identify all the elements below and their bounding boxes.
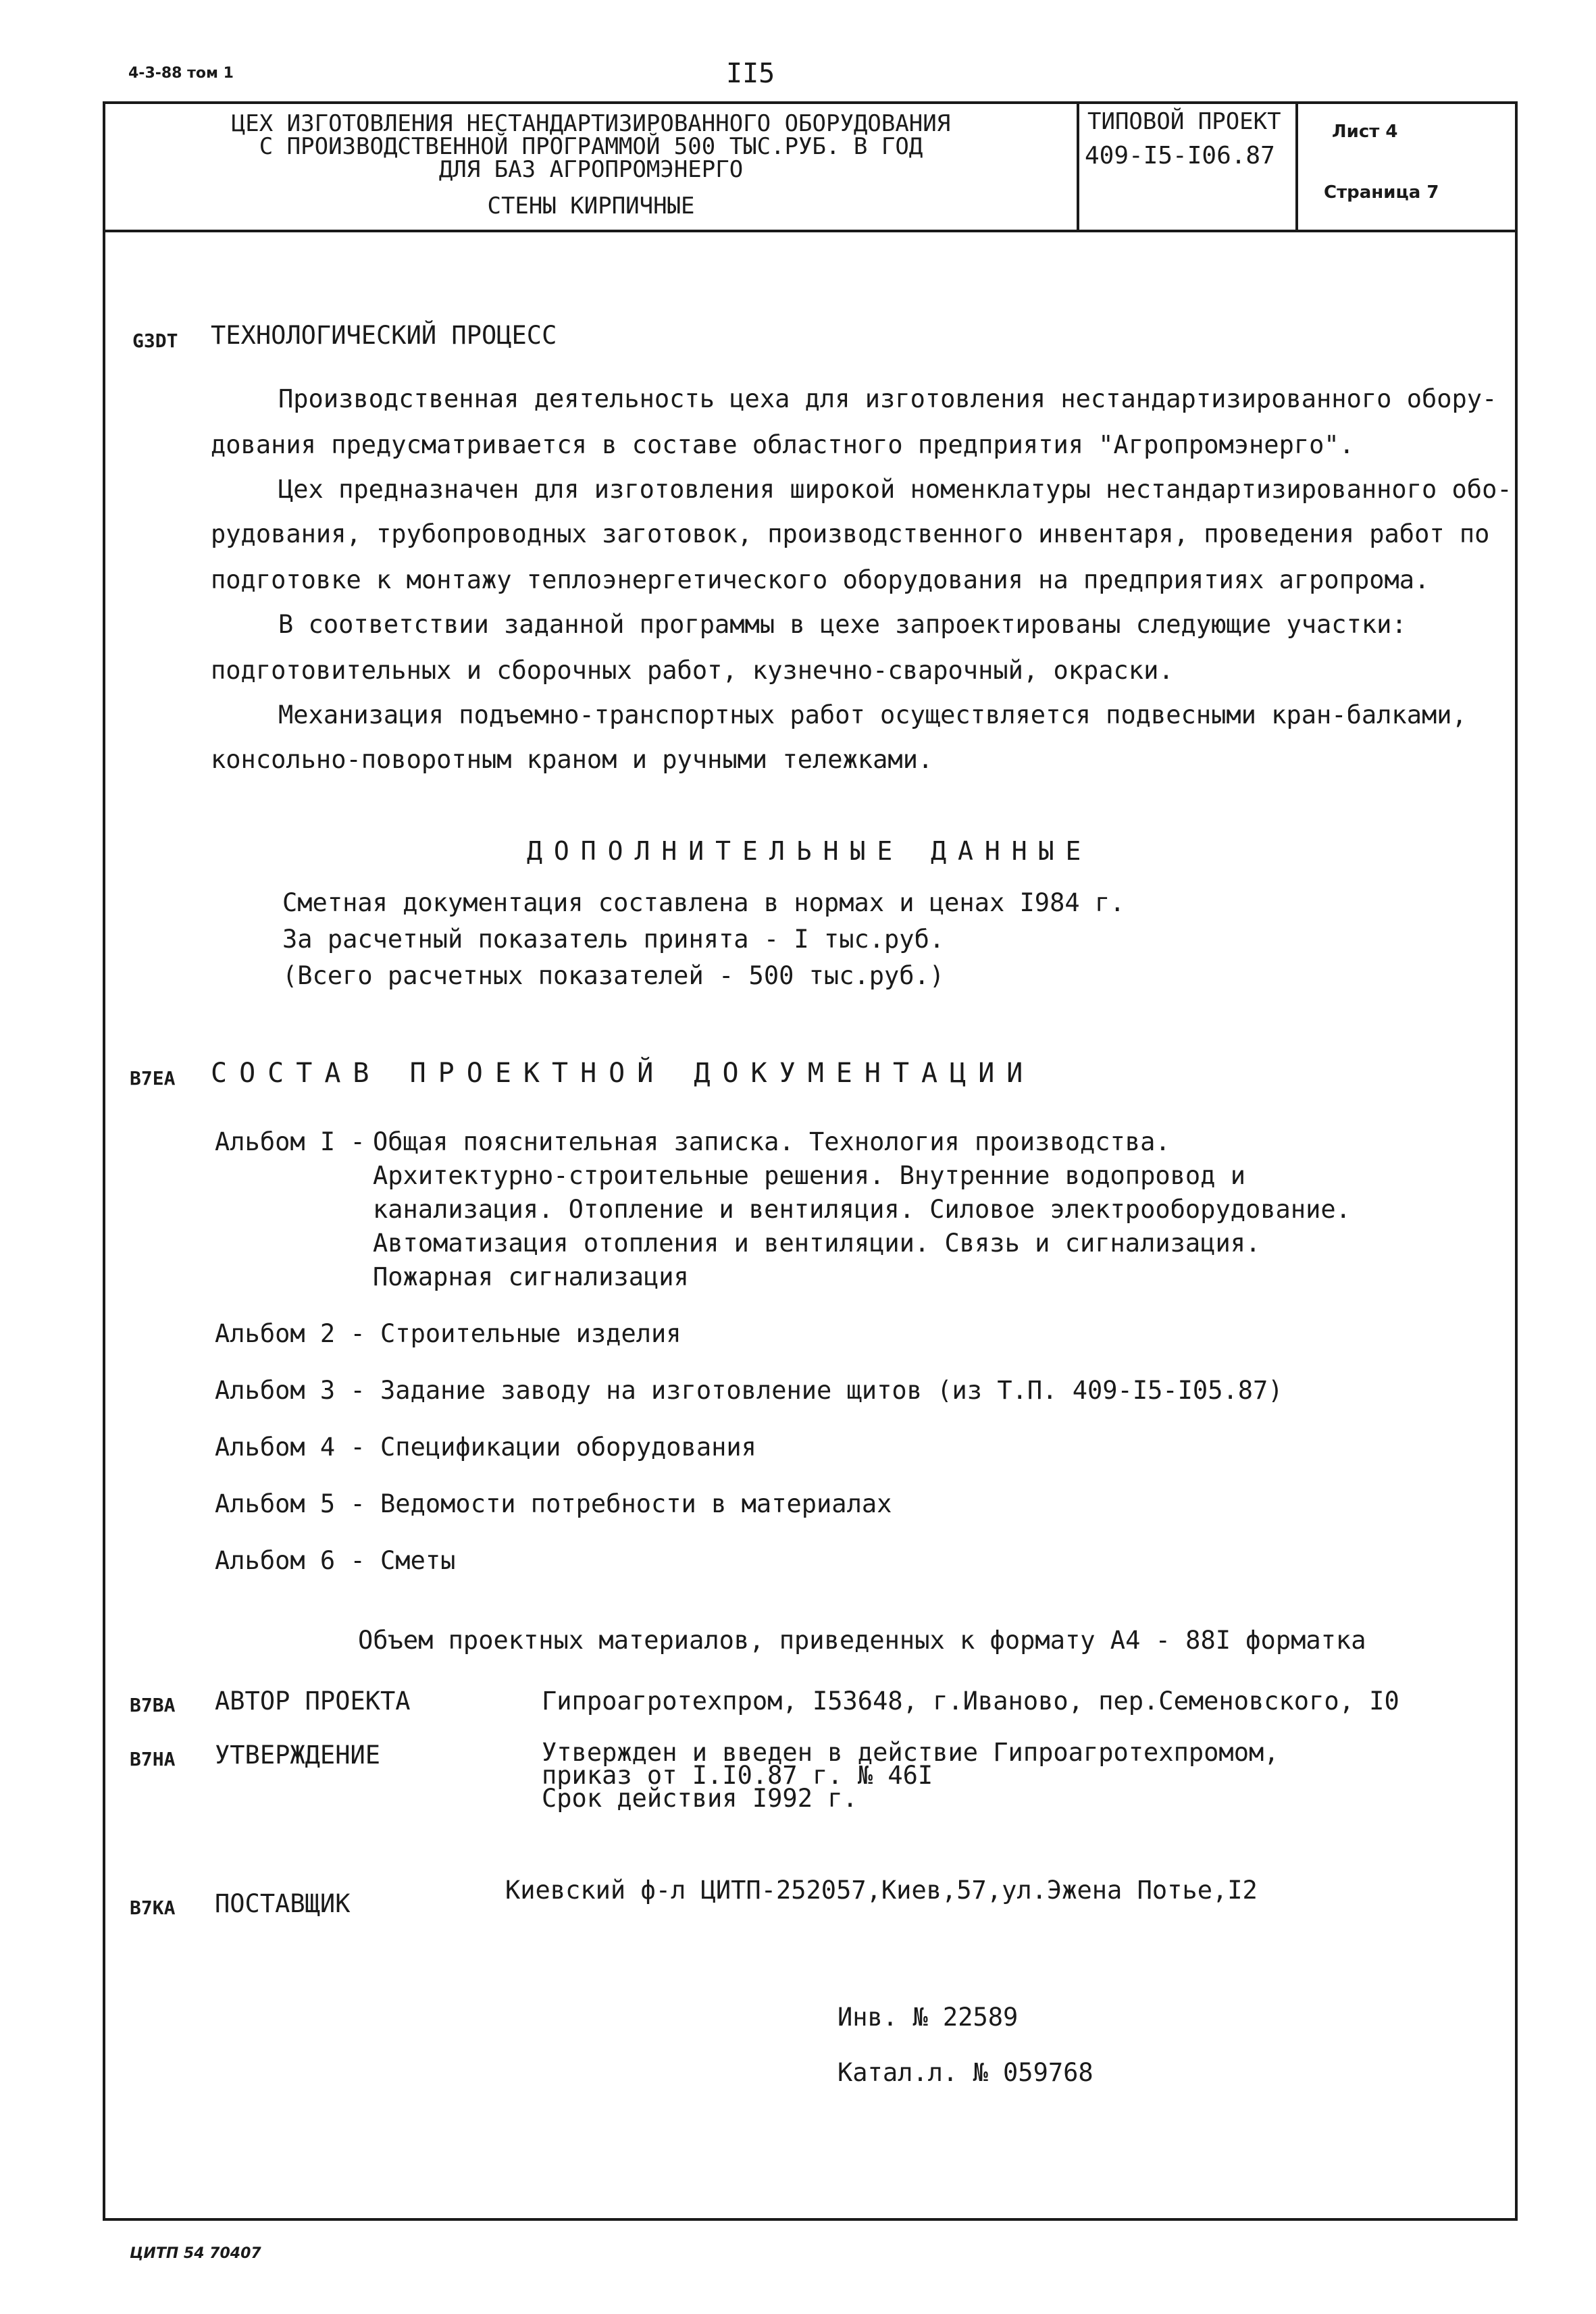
stamp-col-divider-1 [1077,101,1079,231]
album-item: Альбом 4 - Спецификации оборудования [215,1433,756,1462]
data-line: За расчетный показатель принята - I тыс.руб. [282,925,945,954]
inventory-number: Инв. № 22589 [838,2003,1019,2032]
section-code: G3DT [132,330,178,352]
paragraph-line: консольно-поворотным краном и ручными тележками. [211,745,933,774]
author-code: B7BA [130,1694,176,1716]
stamp-title-line: ДЛЯ БАЗ АГРОПРОМЭНЕРГО [438,156,744,183]
supplier-code: B7KA [130,1897,176,1919]
album-line: канализация. Отопление и вентиляция. Силовое электрооборудование. [373,1195,1351,1224]
album-item: Альбом 6 - Сметы [215,1546,456,1575]
paragraph-line: Механизация подъемно-транспортных работ осуществляется подвесными кран-балками, [278,700,1467,729]
page-label: Страница 7 [1324,182,1439,203]
album-line: Общая пояснительная записка. Технология производства. [373,1127,1170,1156]
data-line: (Всего расчетных показателей - 500 тыс.руб.) [282,961,945,990]
paragraph-line: рудования, трубопроводных заготовок, производственного инвентаря, проведения работ по [211,519,1490,548]
album-line: Автоматизация отопления и вентиляции. Связь и сигнализация. [373,1229,1261,1258]
stamp-col-divider-2 [1295,101,1298,231]
paragraph-line: подготовке к монтажу теплоэнергетического оборудования на предприятиях агропрома. [211,565,1430,594]
stamp-divider [103,230,1518,232]
project-code: 409-I5-I06.87 [1085,142,1275,170]
stamp-title-line: ЦЕХ ИЗГОТОВЛЕНИЯ НЕСТАНДАРТИЗИРОВАННОГО ОБОРУДОВАНИЯ [231,110,951,137]
page-number: II5 [726,58,775,89]
paragraph-line: подготовительных и сборочных работ, кузнечно-сварочный, окраски. [211,656,1174,685]
section-code: B7EA [130,1067,176,1089]
album-line: Пожарная сигнализация [373,1262,689,1291]
stamp-subtitle: СТЕНЫ КИРПИЧНЫЕ [487,192,695,220]
supplier-value: Киевский ф-л ЦИТП-252057,Киев,57,ул.Эжена Потье,I2 [505,1876,1258,1905]
section-heading: СОСТАВ ПРОЕКТНОЙ ДОКУМЕНТАЦИИ [211,1058,1035,1089]
stamp-title-line: С ПРОИЗВОДСТВЕННОЙ ПРОГРАММОЙ 500 ТЫС.РУБ. В ГОД [259,133,923,160]
paragraph-line: Производственная деятельность цеха для изготовления нестандартизированного обору- [278,384,1497,413]
author-value: Гипроагротехпром, I53648, г.Иваново, пер.Семеновского, I0 [542,1687,1399,1716]
sheet-number: Лист 4 [1332,122,1398,142]
album-item: Альбом 2 - Строительные изделия [215,1319,681,1348]
approval-code: B7HA [130,1748,176,1770]
data-line: Сметная документация составлена в нормах и ценах I984 г. [282,888,1125,917]
volume-line: Объем проектных материалов, приведенных к формату А4 - 88I форматка [358,1626,1366,1655]
approval-line: Срок действия I992 г. [542,1784,858,1813]
paragraph-line: дования предусматривается в составе областного предприятия "Агропромэнерго". [211,430,1354,459]
album-item: Альбом 3 - Задание заводу на изготовление щитов (из Т.П. 409-I5-I05.87) [215,1376,1283,1405]
section-title: ТЕХНОЛОГИЧЕСКИЙ ПРОЦЕСС [211,321,557,350]
supplier-label: ПОСТАВЩИК [215,1889,351,1918]
series-label: 4-3-88 том 1 [128,65,234,82]
section-heading: ДОПОЛНИТЕЛЬНЫЕ ДАННЫЕ [527,836,1093,866]
print-mark: ЦИТП 54 70407 [130,2245,261,2262]
project-type: ТИПОВОЙ ПРОЕКТ [1087,108,1281,135]
album-label: Альбом I - [215,1127,365,1156]
paragraph-line: Цех предназначен для изготовления широкой номенклатуры нестандартизированного обо- [278,475,1512,504]
approval-line: приказ от I.I0.87 г. № 46I [542,1761,933,1790]
author-label: АВТОР ПРОЕКТА [215,1687,411,1716]
paragraph-line: В соответствии заданной программы в цехе запроектированы следующие участки: [278,610,1407,639]
catalog-number: Катал.л. № 059768 [838,2058,1093,2087]
album-line: Архитектурно-строительные решения. Внутренние водопровод и [373,1161,1246,1190]
album-item: Альбом 5 - Ведомости потребности в материалах [215,1489,892,1518]
approval-line: Утвержден и введен в действие Гипроагротехпромом, [542,1738,1279,1767]
approval-label: УТВЕРЖДЕНИЕ [215,1741,381,1770]
